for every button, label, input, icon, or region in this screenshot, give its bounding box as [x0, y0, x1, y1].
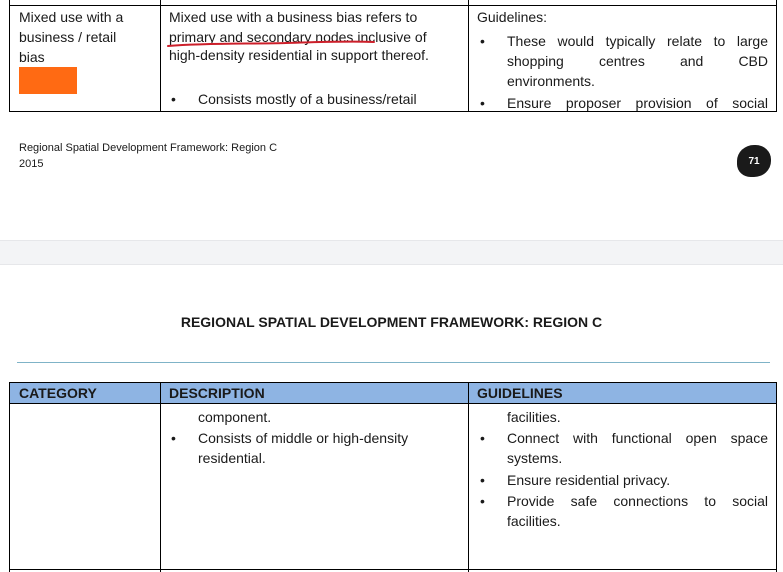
clipped-previous-row-text — [506, 0, 566, 2]
description-fragment: inclusive of — [353, 29, 427, 45]
category-line: business / retail — [19, 29, 117, 45]
description-bullet-text: Consists mostly of a business/retail — [198, 91, 417, 107]
highlighted-phrase: primary and secondary nodes — [169, 29, 354, 45]
table-border-col1 — [160, 382, 161, 572]
guideline-line: environments. — [507, 73, 595, 89]
guideline-item: Connect with functional open space systems. — [507, 430, 768, 466]
red-underline-annotation — [166, 38, 378, 50]
header-divider — [17, 362, 770, 363]
guideline-item: Ensure proposer provision of social — [507, 95, 768, 111]
bullet-icon: • — [171, 91, 176, 107]
bullet-icon: • — [480, 430, 485, 446]
description-continuation: component. — [198, 409, 272, 425]
guideline-item: Ensure residential privacy. — [507, 472, 671, 488]
table-bottom-border — [9, 569, 777, 570]
top-table — [0, 0, 783, 112]
bullet-icon: • — [171, 430, 176, 446]
header-guidelines: GUIDELINES — [477, 385, 563, 401]
table-border-col2 — [468, 382, 469, 572]
guideline-line: These would typically relate to large — [507, 33, 768, 49]
page-footer — [19, 140, 277, 172]
guidelines-heading: Guidelines: — [477, 9, 548, 25]
category-cell — [19, 7, 159, 67]
table-border-right — [776, 382, 777, 572]
table-border-col1 — [160, 0, 161, 112]
guideline-item: Provide safe connections to social facilities. — [507, 493, 768, 529]
table-border-left — [9, 0, 10, 112]
footer-year: 2015 — [19, 158, 44, 170]
guideline-line: shopping centres and CBD — [507, 53, 768, 69]
guidelines-continuation: facilities. — [507, 409, 561, 425]
main-table — [0, 382, 783, 572]
guideline-item — [507, 31, 768, 91]
page-number-badge — [737, 145, 771, 177]
category-line: bias — [19, 49, 45, 65]
bullet-icon: • — [480, 472, 485, 488]
table-row-top-border — [9, 5, 777, 6]
description-line: Mixed use with a business bias refers to — [169, 9, 418, 25]
page-title: REGIONAL SPATIAL DEVELOPMENT FRAMEWORK: REGION C — [180, 314, 603, 330]
table-border-col2 — [468, 0, 469, 112]
header-bottom-border — [9, 403, 777, 404]
category-color-swatch — [19, 67, 77, 94]
table-header-row — [9, 382, 777, 403]
header-description: DESCRIPTION — [169, 385, 265, 401]
table-border-left — [9, 382, 10, 572]
category-line: Mixed use with a — [19, 9, 124, 25]
header-top-border — [9, 382, 777, 383]
description-cell — [169, 7, 465, 65]
table-border-right — [776, 0, 777, 112]
description-line: high-density residential in support thereof. — [169, 47, 429, 63]
bullet-icon: • — [480, 95, 485, 111]
footer-title: Regional Spatial Development Framework: Region C — [19, 142, 278, 154]
description-bullet: Consists of middle or high-density residential. — [198, 430, 409, 466]
bullet-icon: • — [480, 493, 485, 509]
header-category: CATEGORY — [19, 385, 97, 401]
bullet-icon: • — [480, 33, 485, 49]
page-number: 71 — [748, 155, 760, 167]
page-gap — [0, 240, 783, 265]
